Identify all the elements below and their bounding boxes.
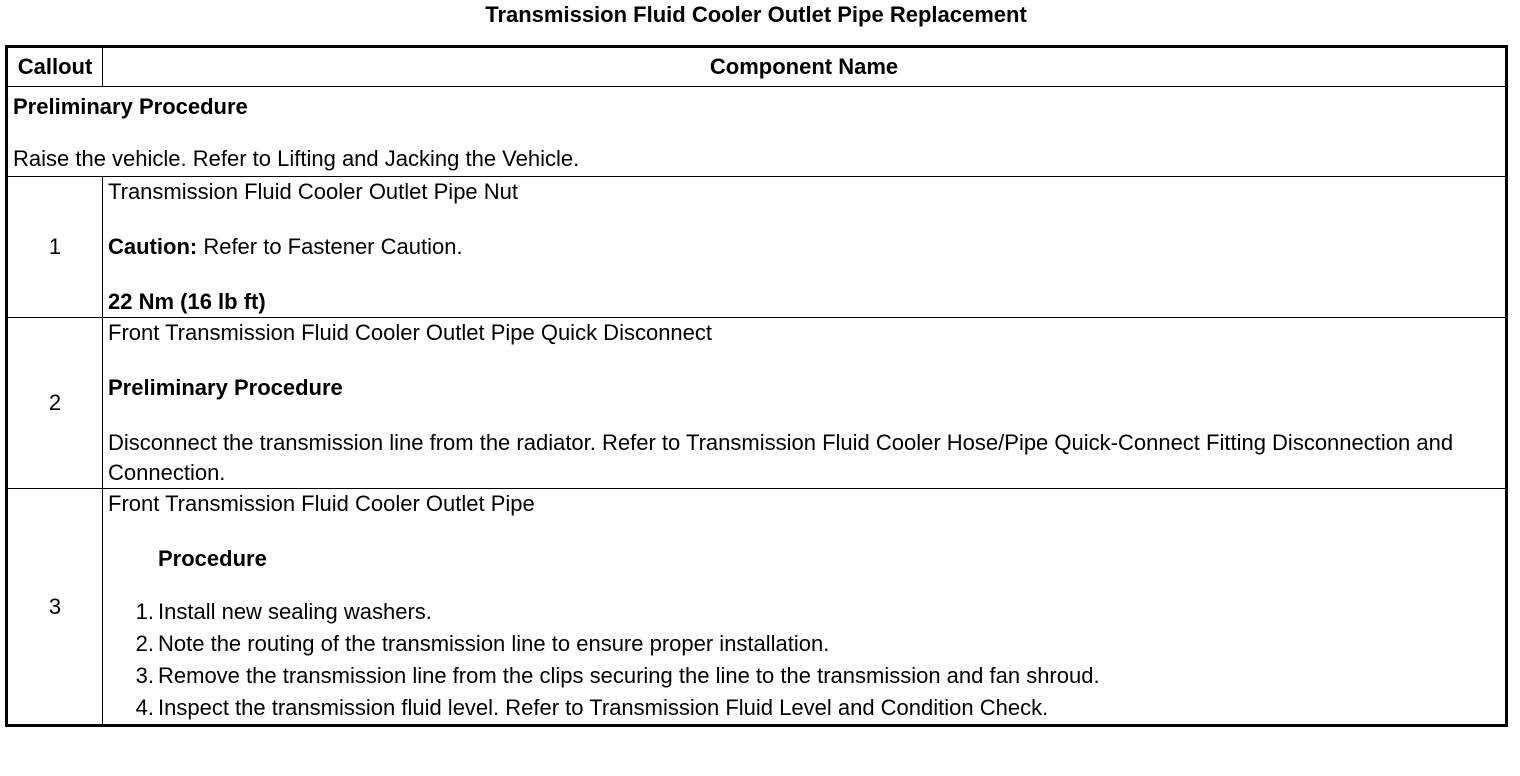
component-cell <box>103 489 1507 726</box>
caution-label: Caution: <box>108 234 198 259</box>
torque-spec: 22 Nm (16 lb ft) <box>108 289 266 314</box>
table-row <box>7 177 1507 318</box>
callout-cell: 2 <box>7 318 103 489</box>
step-number: 4. <box>135 695 154 720</box>
subheading: Preliminary Procedure <box>108 375 343 400</box>
preliminary-row <box>7 87 1507 177</box>
list-item <box>108 692 1500 724</box>
component-cell <box>103 177 1507 318</box>
component-name: Front Transmission Fluid Cooler Outlet Pipe Quick Disconnect <box>108 320 713 345</box>
preliminary-cell <box>7 87 1507 177</box>
header-row <box>7 47 1507 87</box>
step-text: Remove the transmission line from the clips securing the line to the transmission and fan shroud. <box>158 663 1100 688</box>
step-text: Inspect the transmission fluid level. Refer to Transmission Fluid Level and Condition Check. <box>158 695 1049 720</box>
instruction-text: Disconnect the transmission line from the radiator. Refer to Transmission Fluid Cooler Hose/Pipe Quick-Connect Fitting Disconnection and Connection. <box>108 430 1454 485</box>
table-row <box>7 318 1507 489</box>
step-number: 3. <box>135 663 154 688</box>
callout-cell: 1 <box>7 177 103 318</box>
caution-text: Refer to Fastener Caution. <box>197 234 463 259</box>
step-number: 2. <box>135 631 154 656</box>
header-callout: Callout <box>7 47 103 87</box>
caution-line <box>108 232 1500 262</box>
preliminary-heading: Preliminary Procedure <box>13 94 248 119</box>
callout-cell: 3 <box>7 489 103 726</box>
component-cell <box>103 318 1507 489</box>
component-name: Transmission Fluid Cooler Outlet Pipe Nut <box>108 179 519 204</box>
component-name: Front Transmission Fluid Cooler Outlet Pipe <box>108 491 535 516</box>
preliminary-text: Raise the vehicle. Refer to Lifting and Jacking the Vehicle. <box>13 146 580 171</box>
step-text: Install new sealing washers. <box>158 599 432 624</box>
table-row <box>7 489 1507 726</box>
procedure-table <box>5 45 1508 727</box>
list-item <box>108 596 1500 628</box>
list-item <box>108 628 1500 660</box>
header-component-name: Component Name <box>103 47 1507 87</box>
step-number: 1. <box>135 599 154 624</box>
step-text: Note the routing of the transmission line to ensure proper installation. <box>158 631 830 656</box>
procedure-steps <box>108 596 1500 724</box>
list-item <box>108 660 1500 692</box>
subheading: Procedure <box>158 546 267 571</box>
page-title: Transmission Fluid Cooler Outlet Pipe Replacement <box>485 2 1027 27</box>
